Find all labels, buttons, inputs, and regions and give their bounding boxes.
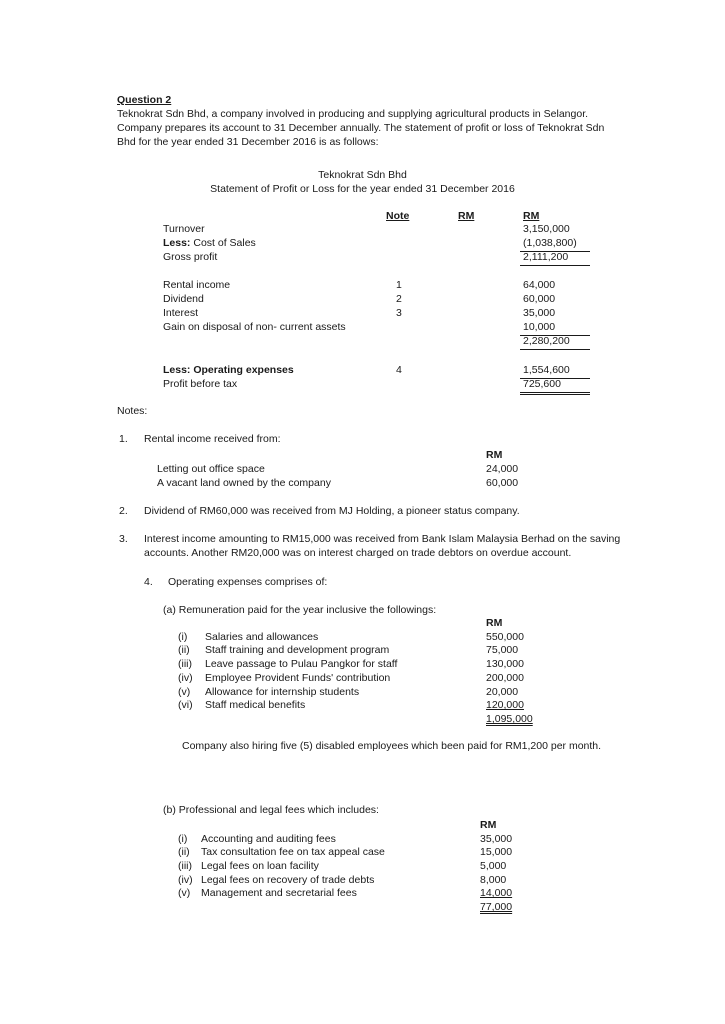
note4-text: Operating expenses comprises of: [168, 576, 328, 588]
other-income-amount-1: 60,000 [523, 293, 556, 305]
note2-text: Dividend of RM60,000 was received from MJ Holding, a pioneer status company. [144, 505, 520, 517]
note4a-roman-5: (vi) [178, 699, 193, 711]
profit-before-tax-amount: 725,600 [523, 378, 561, 390]
note4b-item-label-4: Management and secretarial fees [201, 887, 357, 899]
note4a-rm-header: RM [486, 617, 503, 629]
other-income-label-1: Dividend [163, 293, 204, 305]
note4a-roman-3: (iv) [178, 672, 193, 684]
note1-item-label-1: A vacant land owned by the company [157, 477, 331, 489]
cost-of-sales-cell [520, 237, 590, 252]
note4a-item-amount-2: 130,000 [486, 658, 524, 670]
intro-line-2: Company prepares its account to 31 December annually. The statement of profit or loss of Teknokrat Sdn [117, 122, 605, 134]
other-income-label-0: Rental income [163, 279, 231, 291]
note4b-item-label-0: Accounting and auditing fees [201, 833, 336, 845]
note4b-item-label-1: Tax consultation fee on tax appeal case [201, 846, 385, 858]
note4b-rm-header: RM [480, 819, 497, 831]
col-rm1-header: RM [458, 210, 475, 222]
intro-line-1: Teknokrat Sdn Bhd, a company involved in producing and supplying agricultural products in Selangor. [117, 108, 589, 120]
question-heading: Question 2 [117, 94, 172, 106]
note4a-item-amount-0: 550,000 [486, 631, 524, 643]
note1-number: 1. [119, 433, 128, 445]
note4a-footnote: Company also hiring five (5) disabled employees which been paid for RM1,200 per month. [182, 740, 602, 752]
note4a-label: (a) Remuneration paid for the year inclusive the followings: [163, 604, 437, 616]
gross-profit-cell [520, 251, 590, 266]
col-note-header: Note [386, 210, 410, 222]
operating-expenses-cell [520, 364, 590, 379]
cost-of-sales-label [163, 237, 256, 251]
note4b-item-label-2: Legal fees on loan facility [201, 860, 319, 872]
note4-number: 4. [144, 576, 153, 588]
note4b-item-amount-0: 35,000 [480, 833, 513, 845]
gross-profit-label: Gross profit [163, 251, 218, 263]
col-rm2-header: RM [523, 210, 540, 222]
note4b-roman-1: (ii) [178, 846, 190, 858]
note4b-roman-0: (i) [178, 833, 188, 845]
note4a-roman-0: (i) [178, 631, 188, 643]
other-income-amount-2: 35,000 [523, 307, 556, 319]
other-income-amount-3: 10,000 [520, 321, 590, 336]
note4b-item-amount-3: 8,000 [480, 874, 507, 886]
note4a-item-label-2: Leave passage to Pulau Pangkor for staff [205, 658, 398, 670]
note1-rm-header: RM [486, 449, 503, 461]
note4a-item-amount-4: 20,000 [486, 686, 519, 698]
operating-expenses-amount: 1,554,600 [520, 364, 590, 379]
less-label: Less: [163, 237, 191, 249]
note1-item-label-0: Letting out office space [157, 463, 265, 475]
operating-expenses-label: Less: Operating expenses [163, 364, 294, 376]
cost-of-sales-amount: (1,038,800) [520, 237, 590, 252]
note4a-roman-2: (iii) [178, 658, 192, 670]
other-income-amount-0: 64,000 [523, 279, 556, 291]
note4b-roman-4: (v) [178, 887, 191, 899]
note2-number: 2. [119, 505, 128, 517]
note4a-roman-4: (v) [178, 686, 191, 698]
other-income-note-0: 1 [396, 279, 402, 291]
note4a-item-label-1: Staff training and development program [205, 644, 390, 656]
other-income-label-2: Interest [163, 307, 199, 319]
note4b-item-amount-1: 15,000 [480, 846, 513, 858]
note1-text: Rental income received from: [144, 433, 281, 445]
statement-company: Teknokrat Sdn Bhd [318, 169, 407, 181]
note4a-item-amount-3: 200,000 [486, 672, 524, 684]
note4a-total: 1,095,000 [486, 713, 533, 725]
note4a-item-label-5: Staff medical benefits [205, 699, 306, 711]
note4b-item-label-3: Legal fees on recovery of trade debts [201, 874, 375, 886]
intro-line-3: Bhd for the year ended 31 December 2016 is as follows: [117, 136, 379, 148]
profit-before-tax-cell [520, 378, 590, 395]
turnover-amount: 3,150,000 [523, 223, 570, 235]
note1-item-amount-0: 24,000 [486, 463, 519, 475]
other-income-label-3: Gain on disposal of non- current assets [163, 321, 346, 333]
note4a-item-label-4: Allowance for internship students [205, 686, 360, 698]
operating-expenses-note: 4 [396, 364, 402, 376]
note4a-item-label-3: Employee Provident Funds' contribution [205, 672, 391, 684]
profit-before-tax-label: Profit before tax [163, 378, 238, 390]
note4b-roman-2: (iii) [178, 860, 192, 872]
other-income-note-2: 3 [396, 307, 402, 319]
other-income-note-1: 2 [396, 293, 402, 305]
gross-profit-amount: 2,111,200 [520, 251, 590, 266]
cost-of-sales-text: Cost of Sales [190, 237, 256, 249]
note4b-item-amount-2: 5,000 [480, 860, 507, 872]
note4a-item-label-0: Salaries and allowances [205, 631, 319, 643]
subtotal-amount: 2,280,200 [520, 335, 590, 350]
subtotal-cell [520, 335, 590, 350]
note4b-roman-3: (iv) [178, 874, 193, 886]
note4a-item-amount-1: 75,000 [486, 644, 519, 656]
other-income-cell-3 [520, 321, 590, 336]
statement-title: Statement of Profit or Loss for the year ended 31 December 2016 [210, 183, 515, 195]
note3-number: 3. [119, 533, 128, 545]
notes-heading: Notes: [117, 405, 148, 417]
turnover-label: Turnover [163, 223, 205, 235]
note4a-roman-1: (ii) [178, 644, 190, 656]
note3-line-1: Interest income amounting to RM15,000 was received from Bank Islam Malaysia Berhad on the saving [144, 533, 621, 545]
note4a-item-amount-5: 120,000 [486, 699, 524, 711]
note4b-total: 77,000 [480, 901, 513, 913]
note4b-label: (b) Professional and legal fees which includes: [163, 804, 379, 816]
note3-line-2: accounts. Another RM20,000 was on interest charged on trade debtors on overdue account. [144, 547, 572, 559]
note4b-item-amount-4: 14,000 [480, 887, 513, 899]
note1-item-amount-1: 60,000 [486, 477, 519, 489]
